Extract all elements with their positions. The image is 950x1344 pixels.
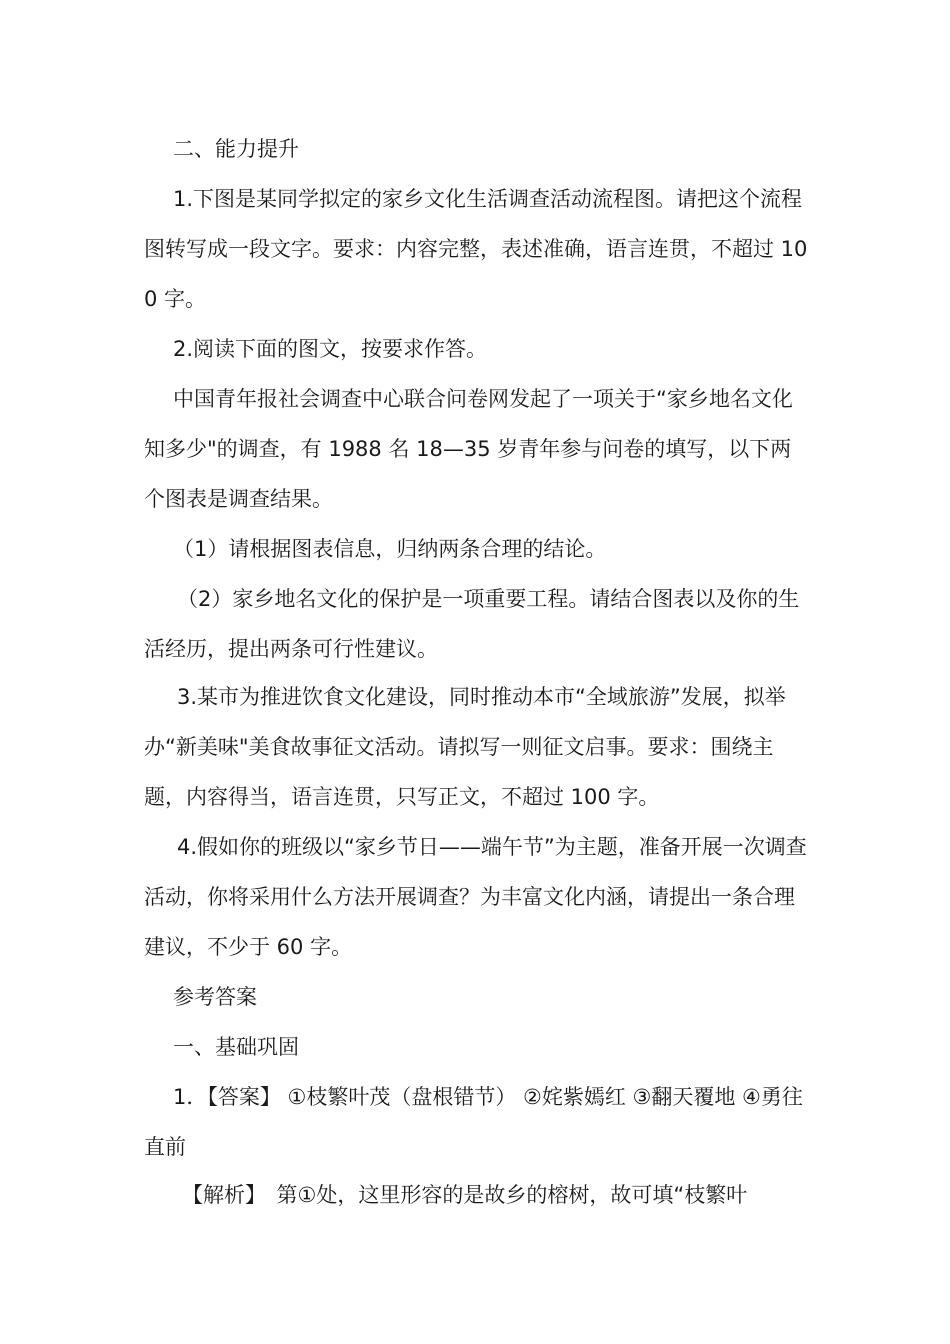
- answers-heading: 参考答案: [173, 985, 257, 1009]
- question-2-sub-1: （1）请根据图表信息，归纳两条合理的结论。: [173, 537, 607, 561]
- question-1: 1.下图是某同学拟定的家乡文化生活调查活动流程图。请把这个流程图转写成一段文字。要求：内容完整，表述准确，语言连贯，不超过 100 字。: [144, 187, 808, 311]
- answer-1: 1．【答案】 ①枝繁叶茂（盘根错节） ②姹紫嫣红 ③翻天覆地 ④勇往直前: [144, 1085, 803, 1159]
- analysis-1: 【解析】 第①处，这里形容的是故乡的榕树，故可填“枝繁叶: [182, 1183, 748, 1207]
- section-heading-basic: 一、基础巩固: [173, 1035, 299, 1059]
- question-2-sub-2: （2）家乡地名文化的保护是一项重要工程。请结合图表以及你的生活经历，提出两条可行性建议。: [144, 587, 800, 661]
- question-2-context: 中国青年报社会调查中心联合问卷网发起了一项关于“家乡地名文化知多少"的调查，有 1988 名 18—35 岁青年参与问卷的填写，以下两个图表是调查结果。: [144, 387, 793, 511]
- question-2: 2.阅读下面的图文，按要求作答。: [173, 337, 488, 361]
- section-heading-ability: 二、能力提升: [173, 137, 299, 161]
- question-3: 3.某市为推进饮食文化建设，同时推动本市“全域旅游”发展，拟举办“新美味"美食故事征文活动。请拟写一则征文启事。要求：围绕主题，内容得当，语言连贯，只写正文，不超过 100 字。: [144, 685, 786, 809]
- question-4: 4.假如你的班级以“家乡节日——端午节”为主题，准备开展一次调查活动，你将采用什么方法开展调查？为丰富文化内涵，请提出一条合理建议，不少于 60 字。: [144, 835, 807, 959]
